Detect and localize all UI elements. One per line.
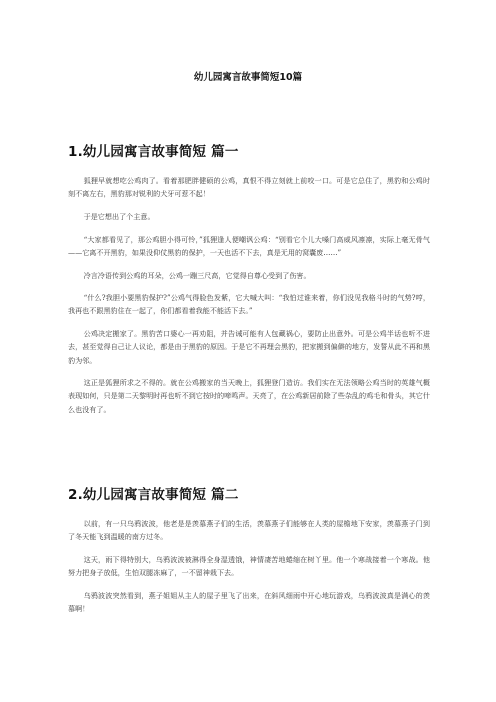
paragraph: 以前，有一只乌鸦波波，他老是是羡慕燕子们的生活，羡慕燕子们能够在人类的屋檐地下安家，羡慕燕子门到了冬天能飞到温暖的南方过冬。 <box>68 519 430 542</box>
section-2 <box>68 483 430 625</box>
paragraph: 这天，雨下得特别大，乌鸦波波被淋得全身湿透饿，神情凄苦地蜷缩在树丫里。他一个寒战接着一个寒战。他努力把身子放低，生怕双腿冻麻了，一不留神栽下去。 <box>68 554 430 578</box>
paragraph: 冷言冷语传到公鸡的耳朵，公鸡一蹦三尺高，它觉得自尊心受到了伤害。 <box>83 270 311 280</box>
paragraph: 于是它想出了个主意。 <box>83 211 155 221</box>
document-title: 幼儿园寓言故事简短10篇 <box>193 72 303 83</box>
paragraph: 公鸡决定搬家了。黑豹苦口婆心一再劝阻，并告诫可能有人包藏祸心，要防止出意外。可是公鸡半话也听不进去，甚至觉得自己让人议论，都是由于黑豹的原因。于是它不再理会黑豹，把家搬到偏僻的地方，发誓从此不再和黑豹为邻。 <box>68 329 430 365</box>
paragraph: 这正是狐狸所求之不得的。就在公鸡搬家的当天晚上，狐狸登门造访。我们实在无法领略公鸡当时的英雄气概表现如何，只是第二天黎明时再也听不到它按时的啼鸣声。天亮了，在公鸡新居前除了些杂乱的鸡毛和骨头，其它什么也没有了。 <box>68 378 430 414</box>
paragraph: “大家都看见了，那公鸡胆小得可怜，”狐狸逢人便嘲讽公鸡：“别看它个儿大嗓门高威风凛凛，实际上毫无骨气——它离不开黑豹，如果没仰仗黑豹的保护，一天也活不下去，真是无用的窝囊废……” <box>68 234 430 257</box>
section-heading: 2.幼儿园寓言故事简短 篇二 <box>68 487 239 503</box>
paragraph: 狐狸早就想吃公鸡肉了。看着那肥胖健硕的公鸡，真恨不得立刻就上前咬一口。可是它总住了，黑豹和公鸡时刻不离左右，黑豹那对锐利的犬牙可惹不起！ <box>68 176 430 199</box>
section-heading: 1.幼儿园寓言故事简短 篇一 <box>68 144 239 160</box>
paragraph: “什么?我胆小要黑豹保护?”公鸡气得脸色发紫，它大喊大叫：“我怕过谁来着，你们没见我格斗时的气势?哼，我再也不跟黑豹住在一起了，你们都看着我能不能活下去。” <box>68 293 430 316</box>
section-1 <box>68 140 430 425</box>
paragraph: 乌鸦波波突然看到，燕子姐姐从主人的屋子里飞了出来，在斜风细雨中开心地玩游戏，乌鸦波波真是满心的羡慕啊！ <box>68 590 430 614</box>
